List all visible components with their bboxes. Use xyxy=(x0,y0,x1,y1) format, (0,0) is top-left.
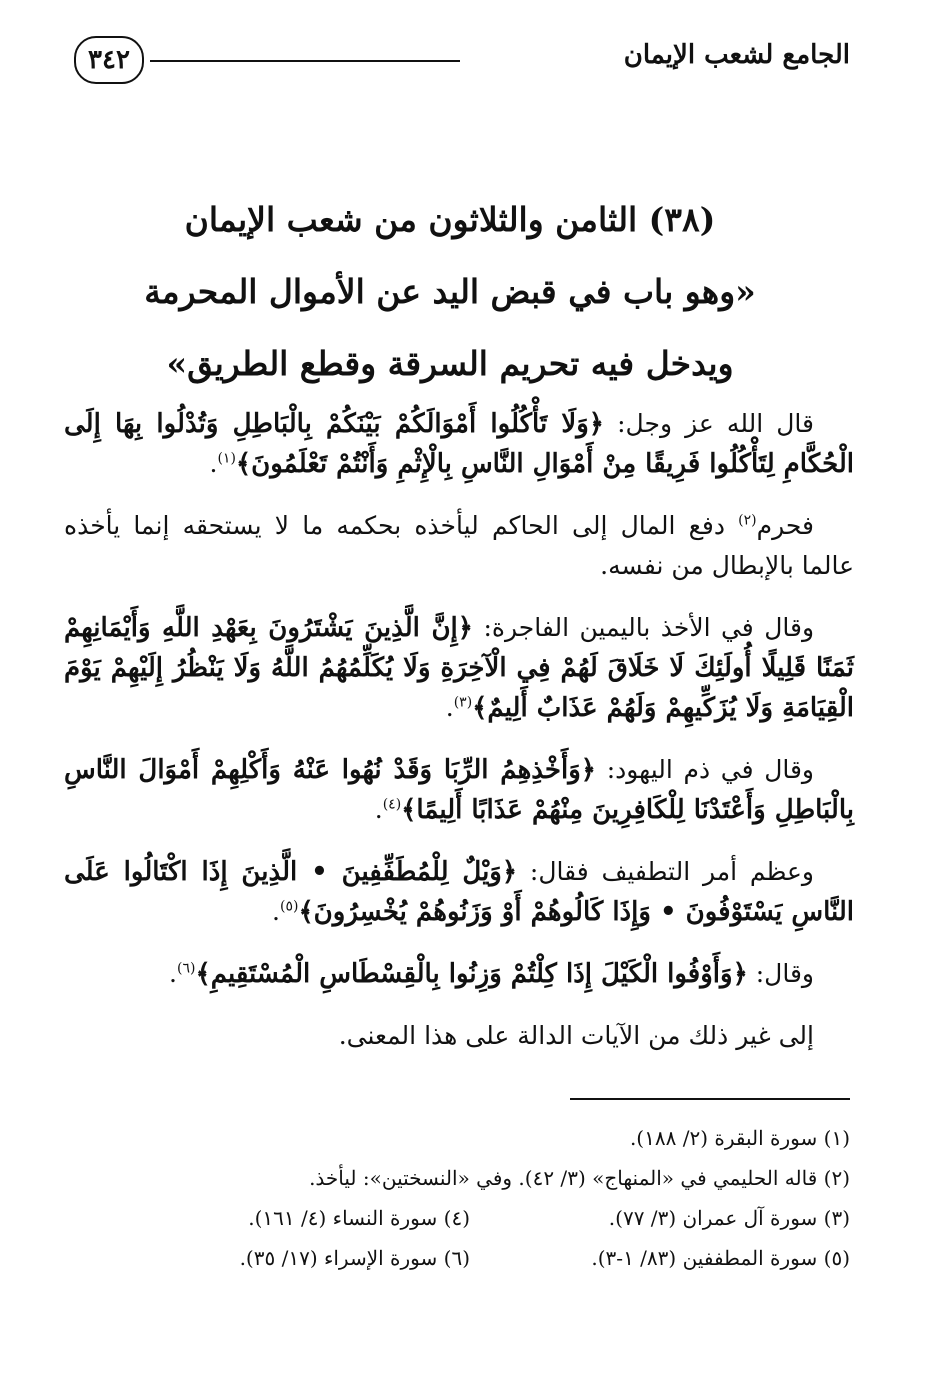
sentence-end: . xyxy=(209,449,218,478)
footnote-separator xyxy=(570,1098,850,1100)
page-number-badge: ٣٤٢ xyxy=(74,36,144,84)
paragraph-intro: فحرم xyxy=(756,511,814,540)
chapter-title-line-2: «وهو باب في قبض اليد عن الأموال المحرمة xyxy=(144,272,756,311)
chapter-title-line-1: (٣٨) الثامن والثلاثون من شعب الإيمان xyxy=(184,200,716,239)
footnote-row xyxy=(90,1118,850,1158)
paragraph-intro: وعظم أمر التطفيف فقال: xyxy=(517,857,815,886)
quran-verse: ﴿إِنَّ الَّذِينَ يَشْتَرُونَ بِعَهْدِ اللَّهِ وَأَيْمَانِهِمْ ثَمَنًا قَلِيلًا أُولَئِكَ لَا خَلَاقَ لَهُمْ فِي الْآخِرَةِ وَلَا يُكَلِّمُهُمُ اللَّهُ وَلَا يَنْظُرُ إِلَيْهِمْ يَوْمَ الْقِيَامَةِ وَلَا يُزَكِّيهِمْ وَلَهُمْ عَذَابٌ أَلِيمٌ﴾ xyxy=(64,613,854,723)
paragraph-intro: قال الله عز وجل: xyxy=(604,409,814,438)
chapter-title-line-3: ويدخل فيه تحريم السرقة وقطع الطريق» xyxy=(166,344,734,383)
paragraph-2 xyxy=(64,506,854,586)
page-header xyxy=(60,36,850,96)
paragraph-5 xyxy=(64,852,854,932)
footnote-row xyxy=(90,1238,850,1278)
footnote-ref: (٤) xyxy=(382,796,402,813)
footnote-row xyxy=(90,1198,850,1238)
footnote-row xyxy=(90,1158,850,1198)
footnote-ref: (٣) xyxy=(453,694,473,711)
header-rule xyxy=(150,60,460,62)
paragraph-1 xyxy=(64,404,854,484)
footnote-ref: (٥) xyxy=(279,898,299,915)
paragraph-text: دفع المال إلى الحاكم ليأخذه بحكمه ما لا يستحقه إنما يأخذه عالما بالإبطال من نفسه. xyxy=(64,511,854,580)
footnote-ref: (١) xyxy=(217,450,236,467)
quran-verse: ﴿وَيْلٌ لِلْمُطَفِّفِينَ • الَّذِينَ إِذَا اكْتَالُوا عَلَى النَّاسِ يَسْتَوْفُونَ • وَإِذَا كَالُوهُمْ أَوْ وَزَنُوهُمْ يُخْسِرُونَ﴾ xyxy=(64,857,854,927)
footnote-2: (٢) قاله الحليمي في «المنهاج» (٣/ ٤٢). وفي «النسختين»: ليأخذ. xyxy=(309,1166,850,1190)
paragraph-7: إلى غير ذلك من الآيات الدالة على هذا المعنى. xyxy=(338,1021,814,1050)
paragraph-intro: وقال: xyxy=(747,959,814,988)
paragraph-intro: وقال في الأخذ باليمين الفاجرة: xyxy=(473,613,815,642)
sentence-end: . xyxy=(169,959,177,988)
quran-verse: ﴿وَأَوْفُوا الْكَيْلَ إِذَا كِلْتُمْ وَزِنُوا بِالْقِسْطَاسِ الْمُسْتَقِيمِ﴾ xyxy=(195,959,748,989)
paragraph-6 xyxy=(64,954,854,994)
sentence-end: . xyxy=(445,693,454,722)
footnote-ref: (٦) xyxy=(177,960,196,977)
chapter-title xyxy=(60,190,840,406)
footnote-ref: (٢) xyxy=(738,512,757,529)
footnotes xyxy=(90,1118,850,1278)
book-title: الجامع لشعب الإيمان xyxy=(623,40,850,70)
footnote-1: (١) سورة البقرة (٢/ ١٨٨). xyxy=(629,1126,850,1150)
footnote-3: (٣) سورة آل عمران (٣/ ٧٧). xyxy=(608,1206,850,1230)
paragraph-intro: وقال في ذم اليهود: xyxy=(596,755,815,784)
quran-verse: ﴿وَلَا تَأْكُلُوا أَمْوَالَكُمْ بَيْنَكُمْ بِالْبَاطِلِ وَتُدْلُوا بِهَا إِلَى الْحُكَّامِ لِتَأْكُلُوا فَرِيقًا مِنْ أَمْوَالِ النَّاسِ بِالْإِثْمِ وَأَنْتُمْ تَعْلَمُونَ﴾ xyxy=(64,409,854,479)
footnote-4: (٤) سورة النساء (٤/ ١٦١). xyxy=(248,1206,470,1230)
body-text xyxy=(64,404,854,1078)
footnote-6: (٦) سورة الإسراء (١٧/ ٣٥). xyxy=(239,1246,470,1270)
quran-verse: ﴿وَأَخْذِهِمُ الرِّبَا وَقَدْ نُهُوا عَنْهُ وَأَكْلِهِمْ أَمْوَالَ النَّاسِ بِالْبَاطِلِ وَأَعْتَدْنَا لِلْكَافِرِينَ مِنْهُمْ عَذَابًا أَلِيمًا﴾ xyxy=(64,755,854,825)
footnote-5: (٥) سورة المطففين (٨٣/ ١-٣). xyxy=(591,1246,850,1270)
paragraph-4 xyxy=(64,750,854,830)
sentence-end: . xyxy=(272,897,280,926)
paragraph-3 xyxy=(64,608,854,728)
sentence-end: . xyxy=(374,795,383,824)
